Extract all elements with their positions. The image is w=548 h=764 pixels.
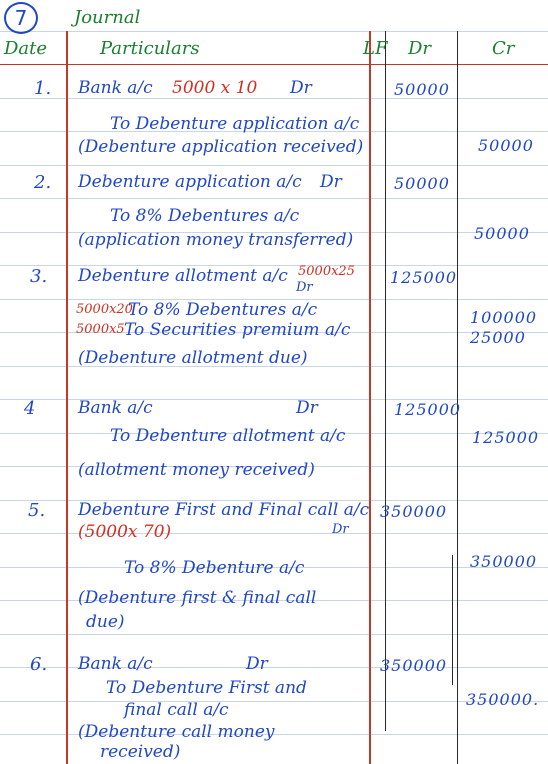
stray-ink-rule (452, 555, 453, 685)
entry-number: 5. (28, 500, 46, 521)
credit-account: To Debenture First and (106, 678, 307, 698)
debit-account: Bank a/c (78, 78, 153, 98)
dr-amount: 350000 (380, 656, 448, 675)
debit-account: Debenture allotment a/c (78, 266, 288, 286)
date-header: Date (4, 38, 48, 59)
entry-number: 6. (30, 654, 48, 675)
lf-column-rule (369, 31, 371, 764)
credit-account: To Debenture allotment a/c (110, 426, 346, 446)
calculation-note: 5000x5 (76, 322, 125, 337)
header-rule (0, 64, 548, 65)
dr-amount: 50000 (394, 174, 450, 193)
dr-mark: Dr (290, 78, 312, 98)
credit-account: To 8% Debentures a/c (110, 206, 300, 226)
dr-header: Dr (408, 38, 432, 59)
dr-amount: 350000 (380, 502, 448, 521)
lf-header: LF (363, 38, 388, 59)
dr-right-rule (457, 31, 458, 764)
dr-mark: Dr (296, 398, 318, 418)
debit-account: Bank a/c (78, 398, 153, 418)
entry-number: 3. (30, 266, 48, 287)
calculation-note: 5000x25 (298, 264, 355, 279)
narration-cont: received) (100, 742, 181, 762)
credit-account: To 8% Debenture a/c (124, 558, 305, 578)
narration: (Debenture allotment due) (78, 348, 308, 368)
narration: (Debenture application received) (78, 137, 364, 157)
dr-amount: 50000 (394, 80, 450, 99)
dr-amount: 125000 (394, 400, 462, 419)
narration: (allotment money received) (78, 460, 315, 480)
cr-amount: 50000 (478, 136, 534, 155)
debit-account: Debenture application a/c (78, 172, 302, 192)
dr-mark: Dr (246, 654, 268, 674)
credit-account: To Securities premium a/c (124, 320, 351, 340)
narration-cont: due) (86, 612, 125, 632)
date-column-rule (66, 31, 68, 764)
narration: (application money transferred) (78, 230, 354, 250)
entry-number: 1. (34, 78, 52, 99)
narration: (Debenture call money (78, 722, 275, 742)
entry-number: 2. (34, 172, 52, 193)
debit-account: Bank a/c (78, 654, 153, 674)
dr-amount: 125000 (390, 268, 458, 287)
dr-mark: Dr (296, 280, 313, 295)
cr-amount: 50000 (474, 224, 530, 243)
dr-mark: Dr (320, 172, 342, 192)
narration: (Debenture first & final call (78, 588, 317, 608)
lf-right-rule (385, 31, 386, 731)
cr-header: Cr (492, 38, 515, 59)
dr-mark: Dr (332, 522, 349, 537)
credit-account: To Debenture application a/c (110, 114, 360, 134)
particulars-header: Particulars (100, 38, 200, 59)
cr-amount-1: 100000 (470, 308, 538, 327)
calculation-note: 5000x20 (76, 302, 133, 317)
entry-number: 4 (24, 398, 36, 419)
credit-account: To 8% Debentures a/c (128, 300, 318, 320)
calculation-note: 5000 x 10 (172, 78, 258, 98)
cr-amount: 350000 (470, 552, 538, 571)
page-number: 7 (4, 2, 38, 34)
debit-account: Debenture First and Final call a/c (78, 500, 370, 520)
credit-account-cont: final call a/c (124, 700, 229, 720)
cr-amount: 125000 (472, 428, 540, 447)
cr-amount-2: 25000 (470, 328, 526, 347)
cr-amount: 350000. (466, 690, 540, 709)
journal-title: Journal (74, 7, 141, 28)
calculation-note: (5000x 70) (78, 522, 172, 542)
